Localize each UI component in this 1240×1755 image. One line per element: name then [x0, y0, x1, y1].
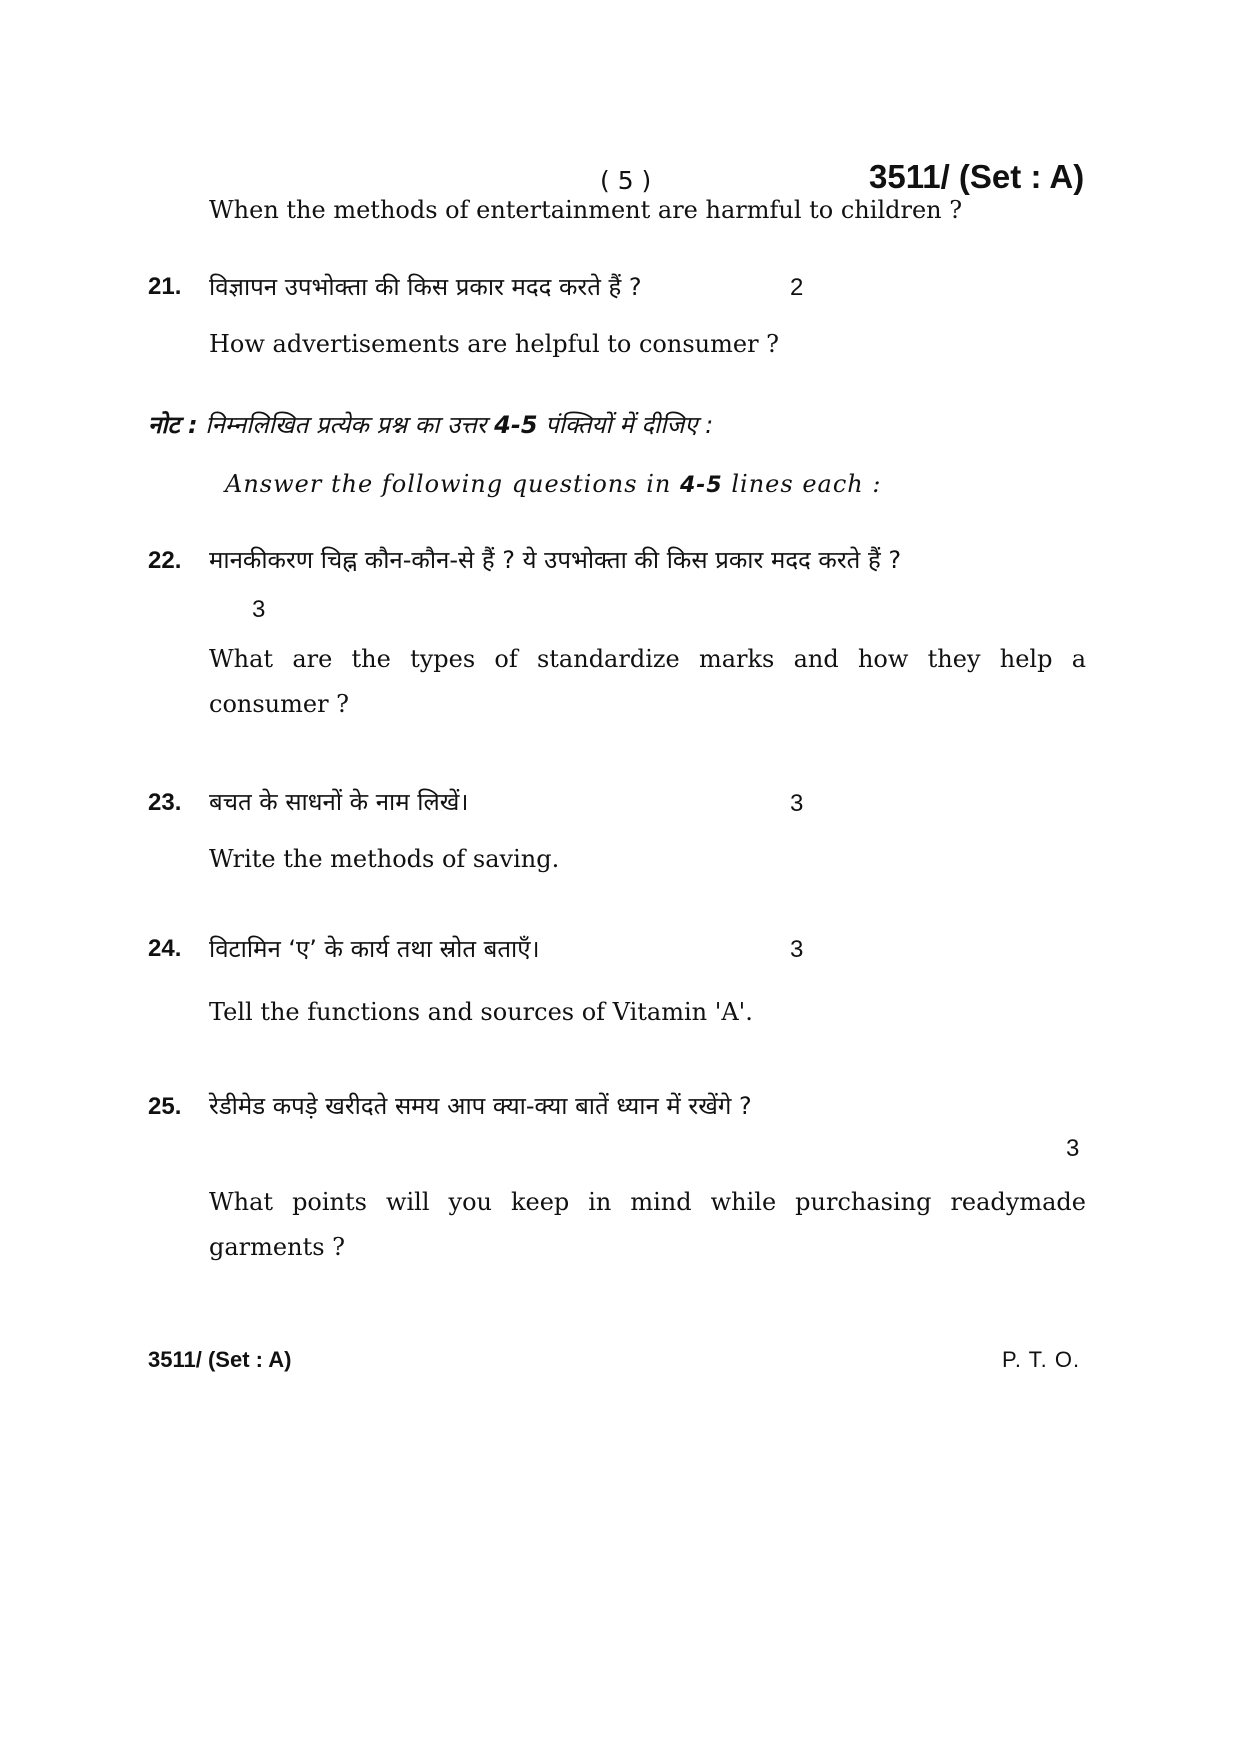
- question-25-hindi: रेडीमेड कपड़े खरीदते समय आप क्या-क्या बातें ध्यान में रखेंगे ?: [209, 1092, 752, 1120]
- question-25-english-line1: What points will you keep in mind while purchasing readymade: [209, 1188, 1086, 1216]
- question-24-hindi: विटामिन ‘ए’ के कार्य तथा स्रोत बताएँ।: [209, 935, 540, 963]
- question-23-english: Write the methods of saving.: [209, 845, 560, 873]
- note-english-after: lines each :: [731, 470, 882, 498]
- question-number-25: 25.: [148, 1093, 182, 1120]
- question-21-english: How advertisements are helpful to consumer ?: [209, 330, 780, 358]
- question-23-hindi: बचत के साधनों के नाम लिखें।: [209, 788, 469, 816]
- question-21-marks: 2: [790, 274, 804, 301]
- question-22-marks: 3: [252, 596, 266, 623]
- question-24-marks: 3: [790, 936, 804, 963]
- question-number-21: 21.: [148, 273, 182, 300]
- note-hindi: [148, 408, 713, 441]
- question-22-english-line1: What are the types of standardize marks and how they help a: [209, 645, 1086, 673]
- note-english-before: Answer the following questions in: [225, 470, 672, 498]
- page-number: ( 5 ): [600, 166, 652, 195]
- question-number-22: 22.: [148, 547, 182, 574]
- note-hindi-text-after: पंक्तियों में दीजिए :: [545, 411, 714, 439]
- set-code-footer: 3511/ (Set : A): [148, 1347, 292, 1372]
- note-hindi-lines: 4-5: [494, 411, 538, 439]
- question-22-hindi: मानकीकरण चिह्न कौन-कौन-से हैं ? ये उपभोक्ता की किस प्रकार मदद करते हैं ?: [209, 546, 902, 574]
- note-label: नोट :: [148, 411, 198, 439]
- pto-label: P. T. O.: [1002, 1347, 1081, 1372]
- question-25-marks: 3: [1066, 1135, 1080, 1162]
- note-hindi-text-before: निम्नलिखित प्रत्येक प्रश्न का उत्तर: [205, 411, 487, 439]
- question-21-hindi: विज्ञापन उपभोक्ता की किस प्रकार मदद करते हैं ?: [209, 273, 642, 301]
- continuation-text: When the methods of entertainment are harmful to children ?: [209, 196, 963, 224]
- question-number-23: 23.: [148, 789, 182, 816]
- question-22-english-line2: consumer ?: [209, 690, 350, 718]
- note-english: [225, 470, 881, 498]
- question-number-24: 24.: [148, 935, 182, 962]
- set-code-header: 3511/ (Set : A): [869, 158, 1085, 195]
- question-25-english-line2: garments ?: [209, 1233, 346, 1261]
- note-english-lines: 4-5: [679, 473, 723, 498]
- question-23-marks: 3: [790, 790, 804, 817]
- question-24-english: Tell the functions and sources of Vitamin 'A'.: [209, 998, 753, 1026]
